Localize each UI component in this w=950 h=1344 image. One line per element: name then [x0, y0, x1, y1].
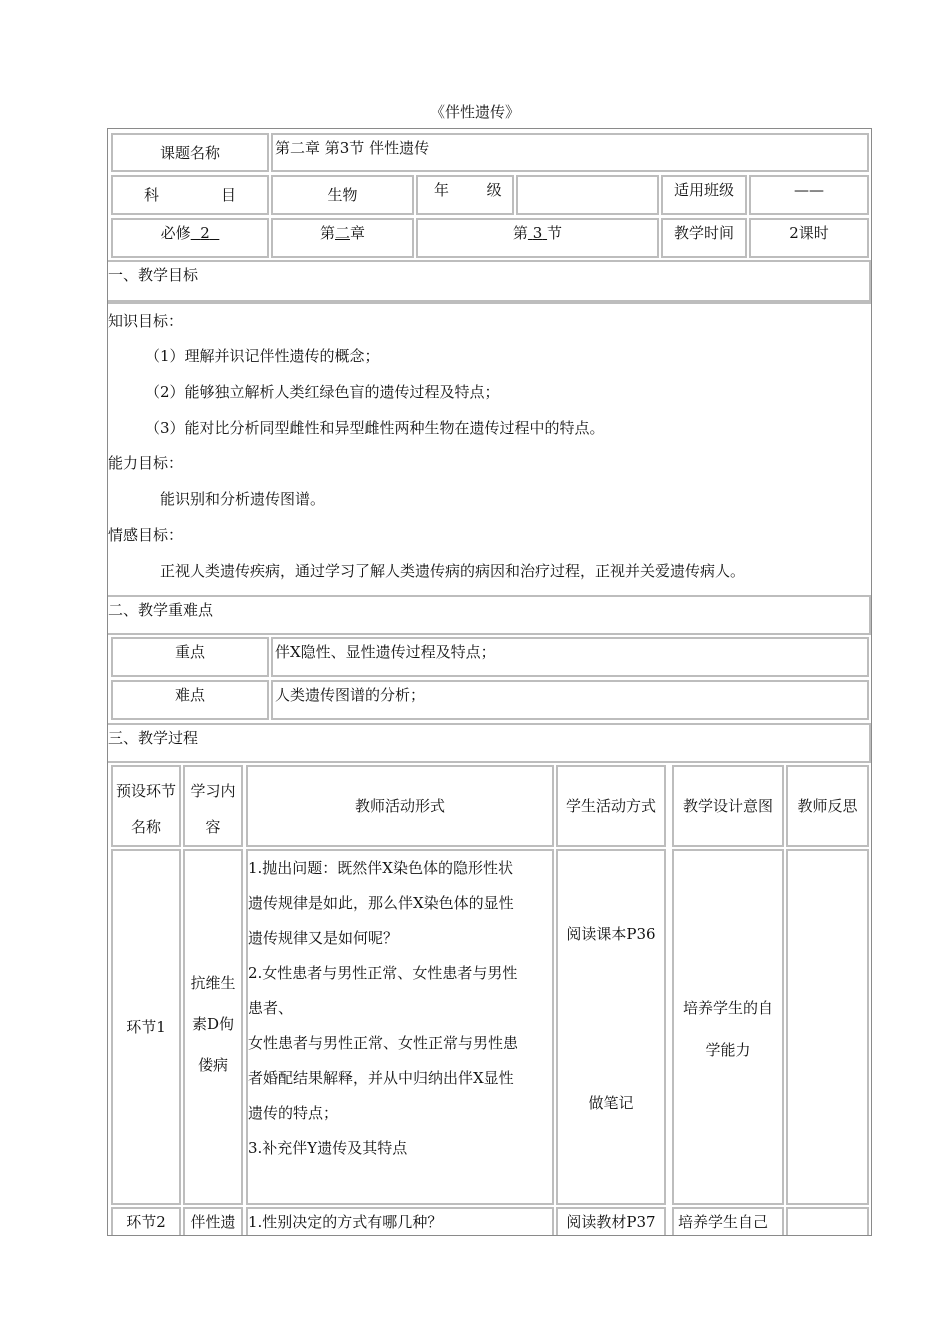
- chapter-number: 二: [334, 224, 350, 242]
- difficult-label-cell: [111, 680, 269, 720]
- class-label-cell: [661, 175, 747, 215]
- chapter-suffix: 章: [350, 224, 366, 242]
- topic-label: 课题名称: [159, 143, 220, 162]
- subject-label-b: 目: [221, 186, 237, 204]
- stage-2-name-cell: 环节2: [111, 1207, 181, 1236]
- lesson-plan-table: [107, 128, 872, 1236]
- stage-2-teacher-cell: 1.性别决定的方式有哪几种？: [246, 1207, 554, 1236]
- teacher-activity-line: 2.女性患者与男性正常、女性患者与男性: [248, 964, 518, 982]
- goals-body: [108, 304, 871, 594]
- subject-value: 生物: [327, 186, 358, 204]
- teacher-activity-line: 1.抛出问题：既然伴X染色体的隐形性状: [248, 859, 513, 877]
- teacher-activity-line: 女性患者与男性正常、女性正常与男性患: [248, 1034, 519, 1052]
- difficult-value-cell: [271, 680, 869, 720]
- class-label: 适用班级: [673, 181, 734, 199]
- emotion-goal-item: 正视人类遗传疾病，通过学习了解人类遗传病的病因和治疗过程，正视并关爱遗传病人。: [160, 562, 746, 580]
- section-suffix: 节: [547, 224, 563, 242]
- student-activity-notes: 做笔记: [588, 1094, 634, 1112]
- section-prefix: 第: [512, 224, 528, 242]
- key-label-cell: [111, 637, 269, 677]
- ability-goals-label: 能力目标：: [108, 454, 184, 472]
- document-title: 《伴性遗传》: [429, 103, 520, 121]
- key-label: 重点: [174, 643, 205, 661]
- stage-1-reflection-cell: [786, 849, 869, 1205]
- key-value-cell: [271, 637, 869, 677]
- required-number: 2: [200, 224, 210, 242]
- divider: [108, 302, 871, 304]
- topic-value-cell: [271, 133, 869, 172]
- class-value-cell: [749, 175, 869, 215]
- ability-goal-item: 能识别和分析遗传图谱。: [160, 490, 326, 508]
- stage-2-content-cell: 伴性遗: [183, 1207, 243, 1236]
- teacher-activity-line: 3.补充伴Y遗传及其特点: [248, 1139, 408, 1157]
- keypoints-heading: 二、教学重难点: [108, 601, 214, 619]
- subject-value-cell: [271, 175, 414, 215]
- class-value: ——: [794, 181, 824, 199]
- time-label: 教学时间: [673, 224, 734, 242]
- teacher-activity-line: 遗传规律又是如何呢？: [248, 929, 399, 947]
- stage-1-student-cell: [556, 849, 666, 1205]
- stage-1-teacher-cell: [246, 849, 554, 1205]
- col-header-teacher: 教师活动形式: [246, 765, 554, 847]
- teacher-activity-line: 遗传规律是如此，那么伴X染色体的显性: [248, 894, 514, 912]
- grade-label-b: 级: [486, 181, 502, 199]
- grade-label-cell: [416, 175, 514, 215]
- goals-heading: 一、教学目标: [108, 266, 199, 284]
- process-heading-cell: [108, 723, 871, 763]
- chapter-cell: [271, 218, 414, 258]
- goals-heading-cell: [108, 260, 871, 302]
- col-header-intent: 教学设计意图: [672, 765, 784, 847]
- teacher-activity-line: 患者、: [248, 999, 294, 1017]
- topic-value: 第二章 第3节 伴性遗传: [275, 139, 430, 157]
- knowledge-goal-item: （1）理解并识记伴性遗传的概念；: [145, 347, 380, 365]
- section-number: 3: [532, 224, 543, 242]
- keypoints-heading-cell: [108, 595, 871, 635]
- time-label-cell: [661, 218, 747, 258]
- required-prefix: 必修: [160, 224, 191, 242]
- grade-label-a: 年: [434, 181, 450, 199]
- knowledge-goal-item: （3）能对比分析同型雌性和异型雌性两种生物在遗传过程中的特点。: [145, 419, 605, 437]
- col-header-stage: 预设环节 名称: [111, 765, 181, 847]
- difficult-value: 人类遗传图谱的分析；: [275, 686, 426, 704]
- topic-label-cell: [111, 133, 269, 172]
- stage-1-name: 环节1: [126, 1018, 166, 1036]
- stage-2-reflection-cell: [786, 1207, 869, 1236]
- col-header-reflection: 教师反思: [786, 765, 869, 847]
- stage-2-student-cell: 阅读教材P37: [556, 1207, 666, 1236]
- knowledge-goal-item: （2）能够独立解析人类红绿色盲的遗传过程及特点；: [145, 383, 500, 401]
- difficult-label: 难点: [174, 686, 205, 704]
- stage-1-name-cell: [111, 849, 181, 1205]
- grade-value-cell: [516, 175, 659, 215]
- required-cell: [111, 218, 269, 258]
- process-heading: 三、教学过程: [108, 729, 199, 747]
- stage-1-content-cell: 抗维生 素D佝 偻病: [183, 849, 243, 1205]
- chapter-prefix: 第: [319, 224, 335, 242]
- teacher-activity-line: 者婚配结果解释，并从中归纳出伴X显性: [248, 1069, 514, 1087]
- section-cell: [416, 218, 659, 258]
- teacher-activity-line: 遗传的特点；: [248, 1104, 339, 1122]
- subject-label-a: 科: [143, 186, 159, 204]
- col-header-student: 学生活动方式: [556, 765, 666, 847]
- key-value: 伴X隐性、显性遗传过程及特点；: [275, 643, 496, 661]
- subject-label-cell: [111, 175, 269, 215]
- knowledge-goals-label: 知识目标：: [108, 312, 184, 330]
- stage-1-intent-cell: 培养学生的自 学能力: [672, 849, 784, 1205]
- emotion-goals-label: 情感目标：: [108, 526, 184, 544]
- stage-2-intent-cell: 培养学生自己: [672, 1207, 784, 1236]
- time-value-cell: [749, 218, 869, 258]
- student-activity-read: 阅读课本P36: [566, 925, 656, 943]
- time-value: 2课时: [789, 224, 829, 242]
- col-header-content: 学习内 容: [183, 765, 243, 847]
